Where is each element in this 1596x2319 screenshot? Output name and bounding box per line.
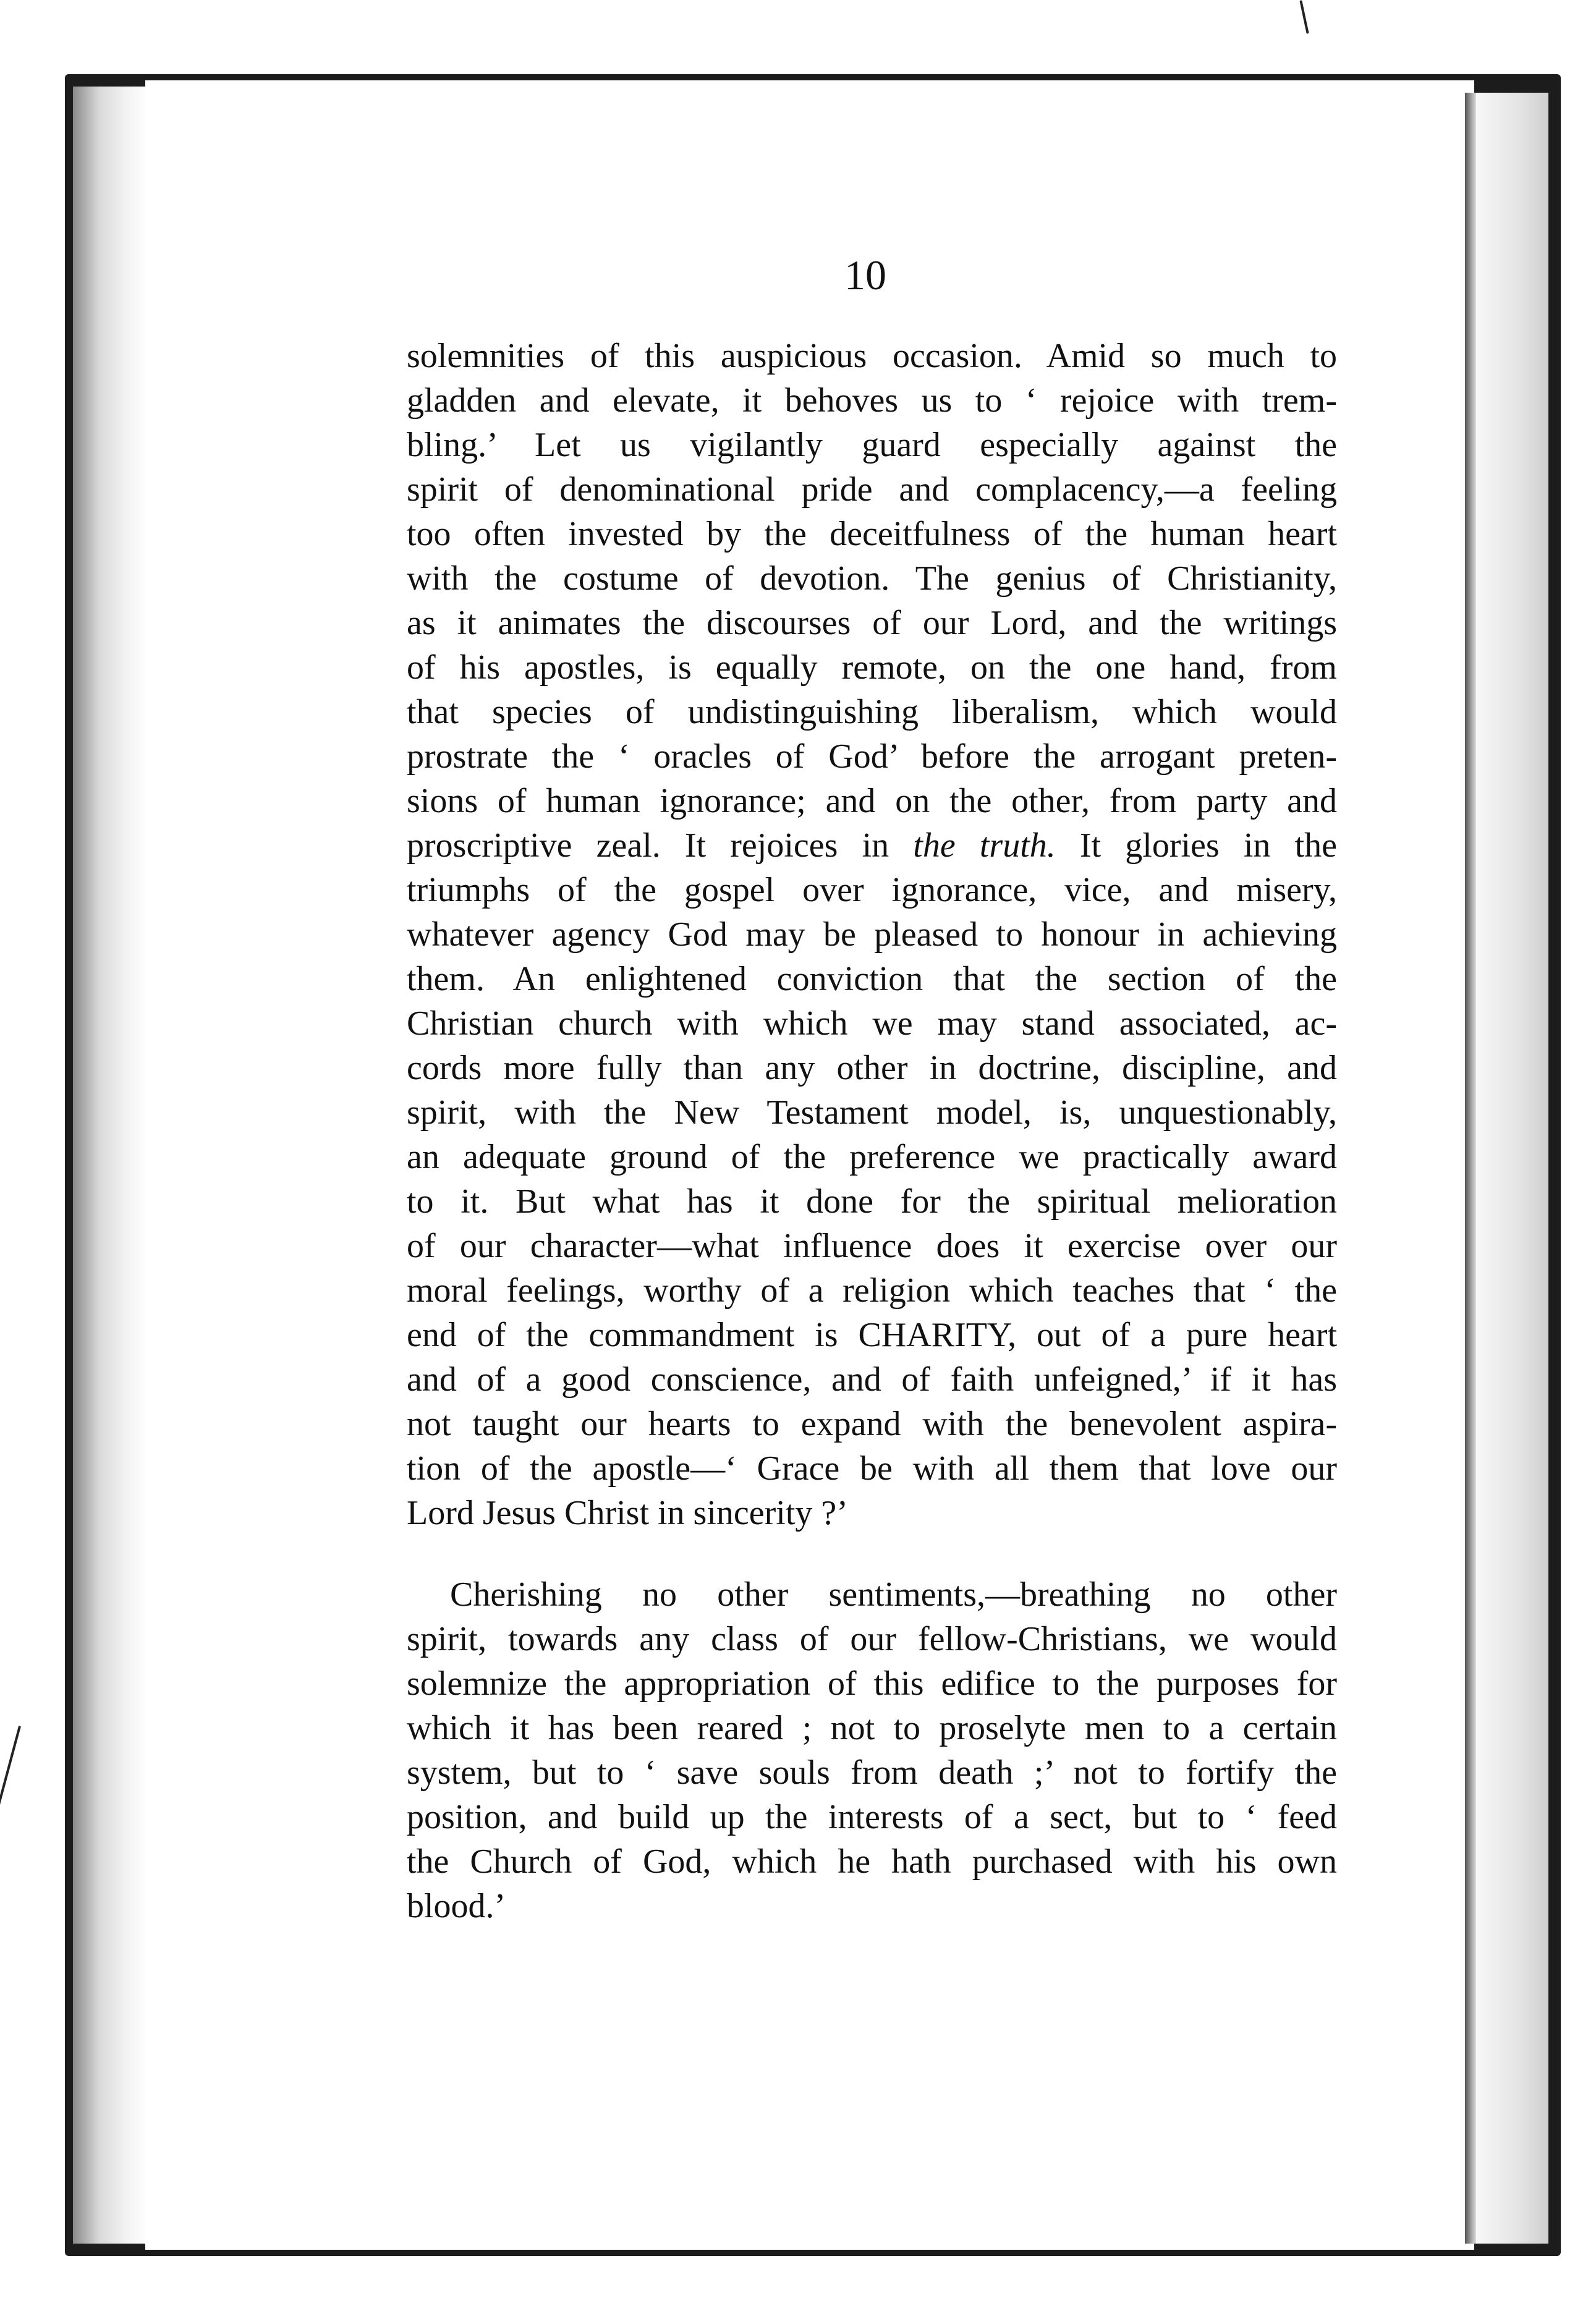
text-line [407, 823, 1337, 868]
text-line: them. An enlightened conviction that the section of the [407, 960, 1337, 998]
text-line: that species of undistinguishing liberalism, which would [407, 693, 1337, 731]
page-left-edge-shadow [73, 87, 148, 2244]
text-line: sions of human ignorance; and on the other, from party and [407, 782, 1337, 820]
text-line: spirit of denominational pride and complacency,—a feeling [407, 470, 1337, 509]
text-line: too often invested by the deceitfulness of the human heart [407, 515, 1337, 553]
text-line: spirit, with the New Testament model, is, unquestionably, [407, 1093, 1337, 1132]
text-line: to it. But what has it done for the spiritual melioration [407, 1182, 1337, 1221]
page-right-curl [1465, 93, 1476, 2244]
text-line: Lord Jesus Christ in sincerity ?’ [407, 1494, 848, 1532]
text-line: prostrate the ‘ oracles of God’ before the arrogant preten- [407, 737, 1337, 776]
text-line: solemnize the appropriation of this edifice to the purposes for [407, 1664, 1337, 1703]
text-line: Christian church with which we may stand associated, ac- [407, 1004, 1337, 1043]
text-line: end of the commandment is CHARITY, out of a pure heart [407, 1316, 1337, 1354]
text-run: proscriptive zeal. It rejoices in [407, 826, 914, 865]
paragraph-gap [407, 1535, 1337, 1572]
text-line: of his apostles, is equally remote, on the one hand, from [407, 648, 1337, 687]
text-line: of our character—what influence does it exercise over our [407, 1227, 1337, 1265]
text-line: spirit, towards any class of our fellow-Christians, we would [407, 1620, 1337, 1658]
text-line: moral feelings, worthy of a religion which teaches that ‘ the [407, 1271, 1337, 1310]
text-line: bling.’ Let us vigilantly guard especially against the [407, 426, 1337, 464]
text-line: Cherishing no other sentiments,—breathing no other [450, 1575, 1337, 1614]
text-line: gladden and elevate, it behoves us to ‘ rejoice with trem- [407, 381, 1337, 420]
text-line: triumphs of the gospel over ignorance, vice, and misery, [407, 871, 1337, 909]
text-line: tion of the apostle—‘ Grace be with all them that love our [407, 1449, 1337, 1488]
paragraph [407, 1572, 1337, 1928]
text-line: as it animates the discourses of our Lord, and the writings [407, 604, 1337, 642]
italic-run: the truth. [913, 826, 1056, 865]
text-line: not taught our hearts to expand with the benevolent aspira- [407, 1405, 1337, 1443]
paragraph [407, 334, 1337, 1535]
text-line: solemnities of this auspicious occasion. Amid so much to [407, 337, 1337, 375]
text-line: with the costume of devotion. The genius of Christianity, [407, 559, 1337, 598]
text-line: an adequate ground of the preference we practically award [407, 1138, 1337, 1176]
text-line: which it has been reared ; not to proselyte men to a certain [407, 1709, 1337, 1747]
body-text [407, 334, 1337, 1928]
page-number: 10 [844, 252, 886, 299]
text-line: position, and build up the interests of a sect, but to ‘ feed [407, 1798, 1337, 1836]
text-run: It glories in the [1055, 826, 1337, 865]
text-line: the Church of God, which he hath purchased with his own [407, 1842, 1337, 1881]
text-line: and of a good conscience, and of faith unfeigned,’ if it has [407, 1360, 1337, 1399]
text-line: cords more fully than any other in doctrine, discipline, and [407, 1049, 1337, 1087]
page-right-edge [1474, 93, 1548, 2244]
text-line: whatever agency God may be pleased to honour in achieving [407, 915, 1337, 954]
text-line: system, but to ‘ save souls from death ;’ not to fortify the [407, 1753, 1337, 1792]
text-line: blood.’ [407, 1887, 506, 1925]
